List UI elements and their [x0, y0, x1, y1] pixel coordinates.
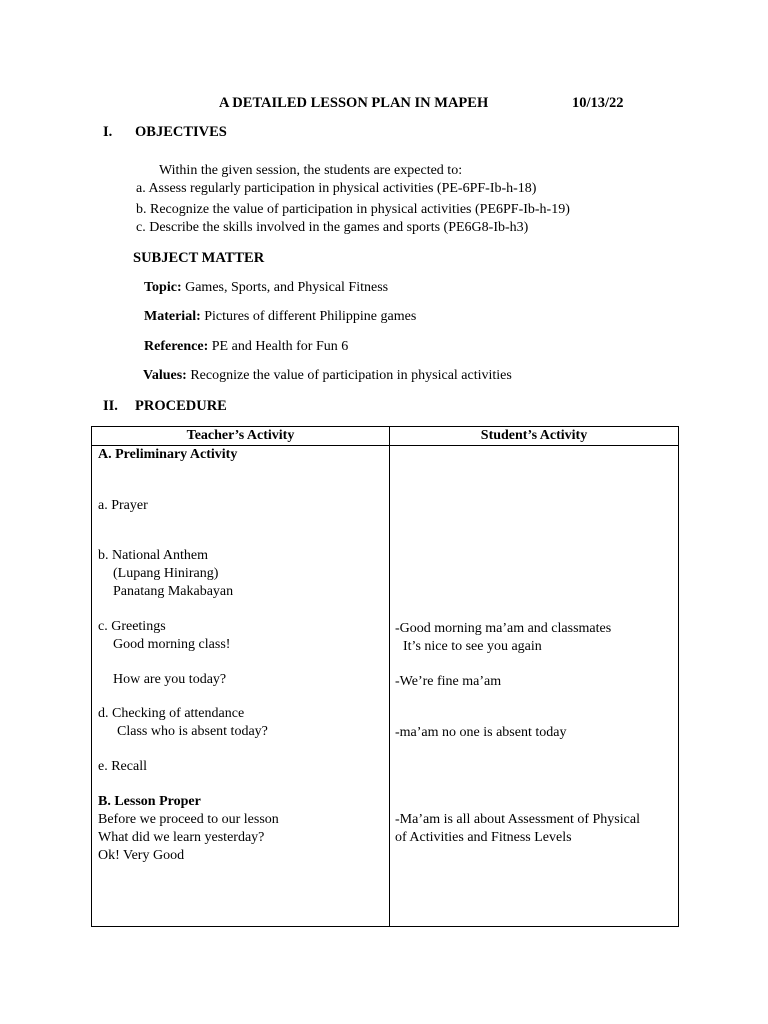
- student-fine-response: -We’re fine ma’am: [395, 674, 502, 689]
- document-date: 10/13/22: [572, 95, 624, 111]
- student-activity-header: Student’s Activity: [390, 427, 679, 446]
- attendance-detail: Class who is absent today?: [117, 724, 268, 739]
- topic-line: [144, 279, 388, 297]
- material-label: Material:: [144, 309, 201, 324]
- greetings-detail-2: How are you today?: [113, 672, 227, 687]
- anthem-detail-1: (Lupang Hinirang): [113, 566, 219, 581]
- reference-line: [144, 338, 348, 356]
- greetings-item: c. Greetings: [98, 619, 166, 634]
- lesson-proper-line-2: What did we learn yesterday?: [98, 830, 265, 845]
- recall-item: e. Recall: [98, 759, 147, 774]
- student-activity-cell: [390, 446, 679, 927]
- objectives-intro: Within the given session, the students are expected to:: [159, 163, 463, 178]
- reference-value: PE and Health for Fun 6: [211, 339, 349, 354]
- greetings-detail-1: Good morning class!: [113, 637, 231, 652]
- lesson-proper-line-3: Ok! Very Good: [98, 848, 185, 863]
- subject-matter-heading: SUBJECT MATTER: [133, 250, 265, 266]
- objectives-heading: OBJECTIVES: [135, 124, 227, 140]
- student-greeting-2: It’s nice to see you again: [403, 639, 542, 654]
- objective-item-b: b. Recognize the value of participation in physical activities (PE6PF-Ib-h-19): [136, 202, 570, 217]
- attendance-item: d. Checking of attendance: [98, 706, 245, 721]
- topic-label: Topic:: [144, 280, 182, 295]
- document-title: A DETAILED LESSON PLAN IN MAPEH: [219, 95, 489, 111]
- lesson-proper-heading: B. Lesson Proper: [98, 794, 201, 809]
- procedure-heading: PROCEDURE: [135, 398, 227, 414]
- anthem-detail-2: Panatang Makabayan: [113, 584, 234, 599]
- values-label: Values:: [143, 368, 187, 383]
- teacher-activity-header: Teacher’s Activity: [92, 427, 390, 446]
- preliminary-activity-heading: A. Preliminary Activity: [98, 447, 238, 462]
- topic-value: Games, Sports, and Physical Fitness: [185, 280, 389, 295]
- anthem-item: b. National Anthem: [98, 548, 209, 563]
- prayer-item: a. Prayer: [98, 498, 148, 513]
- teacher-activity-cell: [92, 446, 390, 927]
- objective-item-c: c. Describe the skills involved in the games and sports (PE6G8-Ib-h3): [136, 220, 529, 235]
- student-recall-2: of Activities and Fitness Levels: [395, 830, 572, 845]
- values-line: [143, 367, 512, 385]
- lesson-proper-line-1: Before we proceed to our lesson: [98, 812, 279, 827]
- student-absent-response: -ma’am no one is absent today: [395, 725, 567, 740]
- student-recall-1: -Ma’am is all about Assessment of Physical: [395, 812, 640, 827]
- values-value: Recognize the value of participation in physical activities: [190, 368, 512, 383]
- procedure-table: [91, 426, 679, 927]
- objectives-numeral: I.: [103, 124, 113, 140]
- student-greeting-1: -Good morning ma’am and classmates: [395, 621, 612, 636]
- material-line: [144, 308, 416, 326]
- procedure-numeral: II.: [103, 398, 118, 414]
- material-value: Pictures of different Philippine games: [204, 309, 417, 324]
- reference-label: Reference:: [144, 339, 209, 354]
- objective-item-a: a. Assess regularly participation in physical activities (PE-6PF-Ib-h-18): [136, 181, 537, 196]
